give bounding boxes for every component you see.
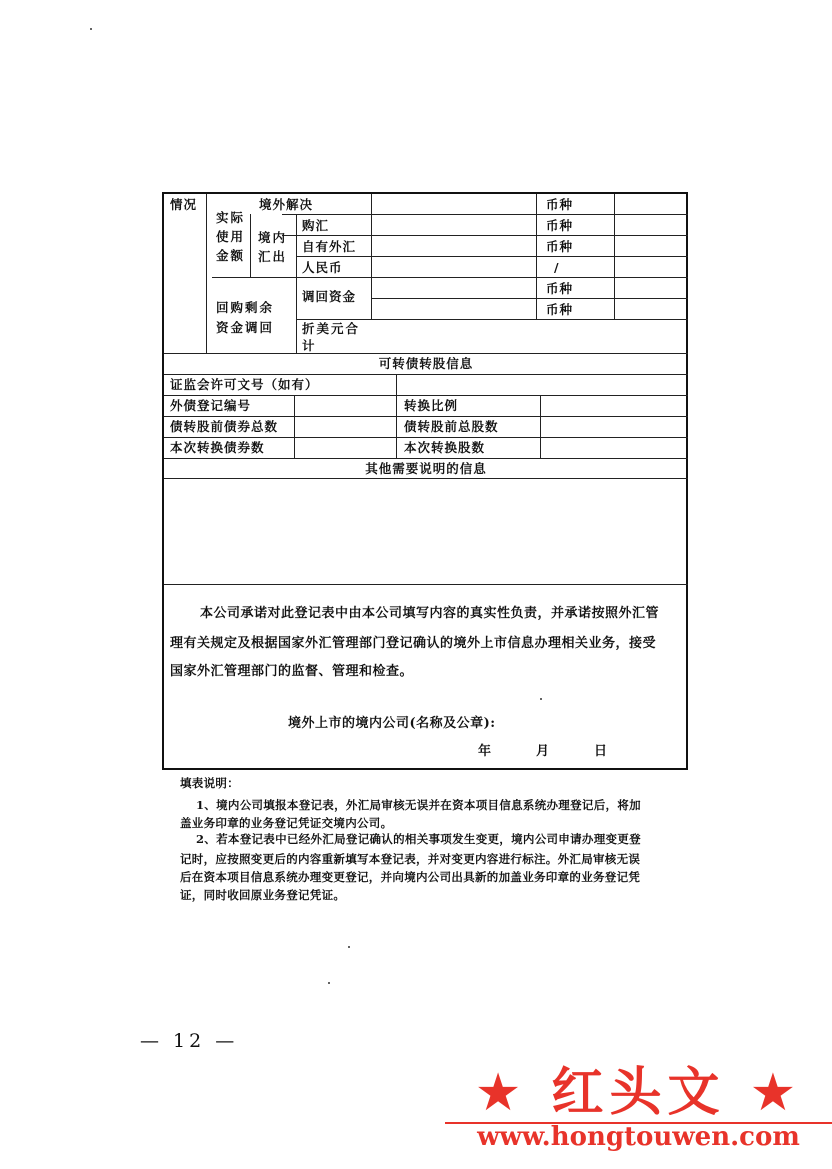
scan-speck	[90, 28, 92, 30]
label-situation: 情况	[170, 197, 198, 212]
date-month: 月	[536, 744, 550, 759]
label-rmb: 人民币	[302, 260, 343, 275]
page-number: — 12 —	[140, 1030, 239, 1052]
scan-speck	[540, 698, 542, 700]
label-foreign-debt-no: 外债登记编号	[170, 398, 252, 413]
label-currency-1: 币种	[546, 197, 574, 212]
company-signature-label: 境外上市的境内公司(名称及公章):	[288, 716, 496, 731]
label-slash: /	[554, 260, 560, 275]
watermark	[445, 1050, 832, 1169]
pledge-line-3: 国家外汇管理部门的监督、管理和检查。	[170, 664, 414, 679]
notes-2-line-4: 证，同时收回原业务登记凭证。	[180, 888, 346, 902]
notes-2-line-3: 后在资本项目信息系统办理变更登记，并向境内公司出具新的加盖业务印章的业务登记凭	[180, 870, 641, 884]
label-own-fx: 自有外汇	[302, 239, 357, 254]
label-actual-use: 实际使用金额	[216, 210, 246, 263]
notes-title: 填表说明：	[180, 776, 239, 790]
label-overseas-settle: 境外解决	[259, 197, 314, 212]
label-this-conv-bonds: 本次转换债券数	[170, 440, 265, 455]
date-year: 年	[478, 744, 492, 759]
header-convertible: 可转债转股信息	[378, 356, 474, 371]
scan-speck	[328, 982, 330, 984]
label-currency-3: 币种	[546, 239, 574, 254]
label-currency-5: 币种	[546, 302, 574, 317]
registration-form-table	[162, 192, 688, 770]
notes-2-line-2: 记时，应按照变更后的内容重新填写本登记表，并对变更内容进行标注。外汇局审核无误	[180, 852, 641, 866]
notes-2-line-1: 2、若本登记表中已经外汇局登记确认的相关事项发生变更，境内公司申请办理变更登	[196, 832, 641, 846]
notes-1-line-1: 1、境内公司填报本登记表，外汇局审核无误并在资本项目信息系统办理登记后，将加	[196, 798, 641, 812]
label-purchase-fx: 购汇	[302, 218, 330, 233]
label-buyback-funds: 回购剩余资金调回	[216, 300, 275, 335]
label-pre-conv-bonds: 债转股前债券总数	[170, 419, 279, 434]
pledge-line-1: 本公司承诺对此登记表中由本公司填写内容的真实性负责，并承诺按照外汇管	[200, 606, 660, 621]
label-this-conv-shares: 本次转换股数	[404, 440, 486, 455]
watermark-url: www.hongtouwen.com	[477, 1122, 800, 1152]
label-currency-2: 币种	[546, 218, 574, 233]
pledge-line-2: 理有关规定及根据国家外汇管理部门登记确认的境外上市信息办理相关业务，接受	[170, 636, 657, 651]
label-conversion-ratio: 转换比例	[404, 398, 459, 413]
scan-speck	[348, 946, 350, 948]
watermark-title: ★ 红头文 ★	[474, 1063, 803, 1123]
date-day: 日	[594, 744, 608, 759]
label-csrc-permit: 证监会许可文号（如有）	[170, 377, 319, 392]
label-domestic-remit: 境内汇出	[258, 230, 288, 264]
label-repatriate: 调回资金	[302, 289, 357, 304]
header-other-info: 其他需要说明的信息	[365, 461, 487, 476]
notes-1-line-2: 盖业务印章的业务登记凭证交境内公司。	[180, 816, 393, 830]
label-currency-4: 币种	[546, 281, 574, 296]
label-usd-total: 折美元合计	[302, 321, 361, 353]
label-pre-conv-shares: 债转股前总股数	[404, 419, 499, 434]
